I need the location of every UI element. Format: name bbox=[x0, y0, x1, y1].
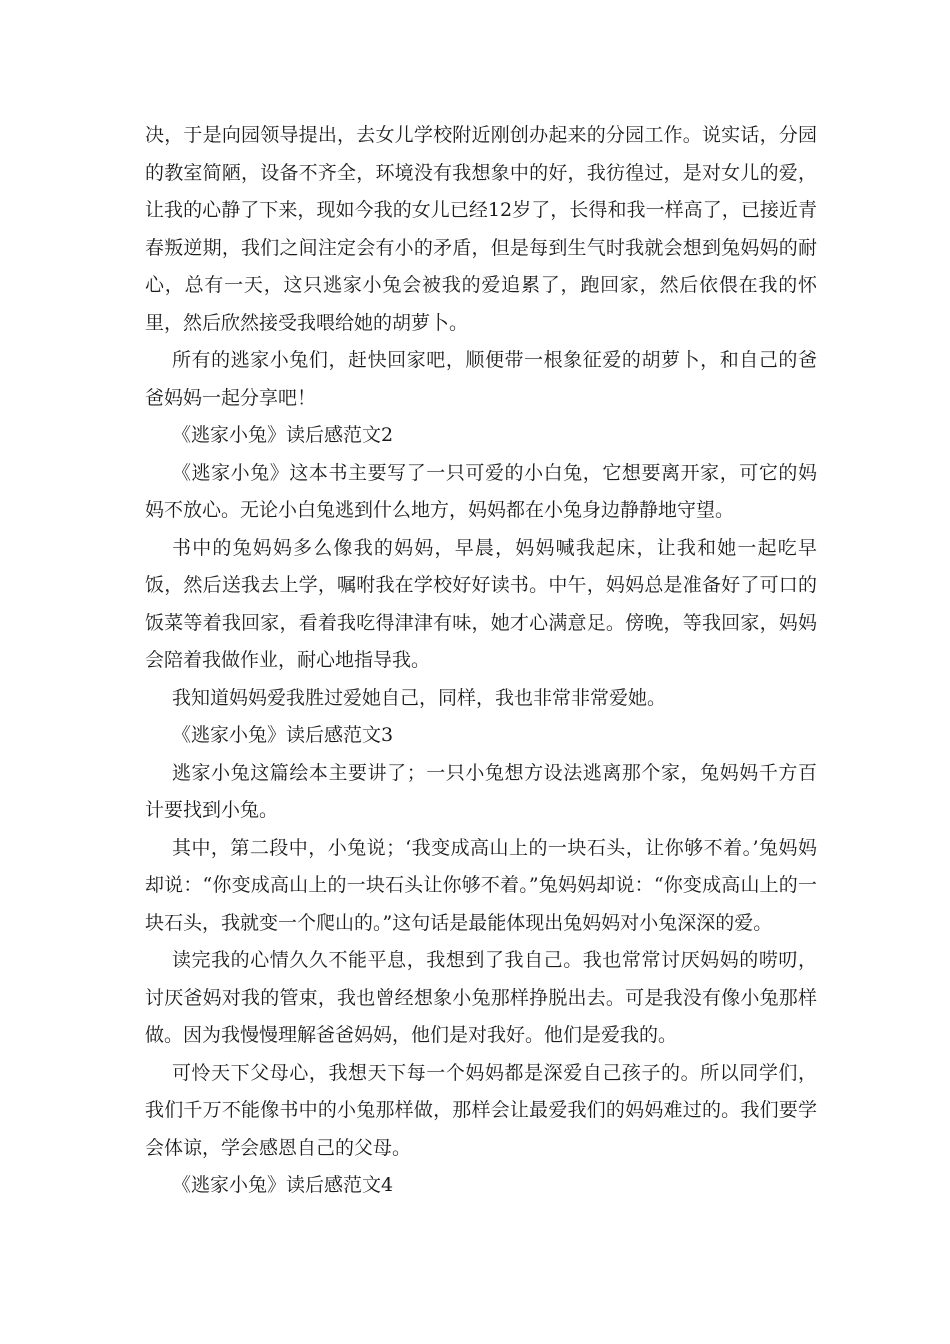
paragraph-continued: 决，于是向园领导提出，去女儿学校附近刚创办起来的分园工作。说实话，分园的教室简陋，设备不齐全，环境没有我想象中的好，我彷徨过，是对女儿的爱，让我的心静了下来，现如今我的女儿已经12岁了，长得和我一样高了，已接近青春叛逆期，我们之间注定会有小的矛盾，但是每到生气时我就会想到兔妈妈的耐心，总有一天，这只逃家小兔会被我的爱追累了，跑回家，然后依偎在我的怀里，然后欣然接受我喂给她的胡萝卜。 bbox=[145, 124, 817, 334]
section-heading: 《逃家小兔》读后感范文2 bbox=[172, 424, 394, 446]
section-heading: 《逃家小兔》读后感范文4 bbox=[172, 1174, 394, 1196]
paragraph: 其中，第二段中，小兔说；‘我变成高山上的一块石头，让你够不着。’兔妈妈却说：“你变成高山上的一块石头让你够不着。”兔妈妈却说：“你变成高山上的一块石头，我就变一个爬山的。”这句话是最能体现出兔妈妈对小兔深深的爱。 bbox=[145, 836, 817, 934]
paragraph: 书中的兔妈妈多么像我的妈妈，早晨，妈妈喊我起床，让我和她一起吃早饭，然后送我去上学，嘱咐我在学校好好读书。中午，妈妈总是准备好了可口的饭菜等着我回家，看着我吃得津津有味，她才心满意足。傍晚，等我回家，妈妈会陪着我做作业，耐心地指导我。 bbox=[145, 536, 817, 671]
paragraph: 读完我的心情久久不能平息，我想到了我自己。我也常常讨厌妈妈的唠叨，讨厌爸妈对我的管束，我也曾经想象小兔那样挣脱出去。可是我没有像小兔那样做。因为我慢慢理解爸爸妈妈，他们是对我好。他们是爱我的。 bbox=[145, 949, 817, 1046]
paragraph: 可怜天下父母心，我想天下每一个妈妈都是深爱自己孩子的。所以同学们，我们千万不能像书中的小兔那样做，那样会让最爱我们的妈妈难过的。我们要学会体谅，学会感恩自己的父母。 bbox=[145, 1061, 817, 1159]
document-body bbox=[145, 117, 817, 1205]
paragraph: 我知道妈妈爱我胜过爱她自己，同样，我也非常非常爱她。 bbox=[172, 686, 667, 709]
paragraph: 逃家小兔这篇绘本主要讲了；一只小兔想方设法逃离那个家，兔妈妈千方百计要找到小兔。 bbox=[145, 761, 817, 821]
paragraph: 《逃家小兔》这本书主要写了一只可爱的小白兔，它想要离开家，可它的妈妈不放心。无论小白兔逃到什么地方，妈妈都在小兔身边静静地守望。 bbox=[145, 461, 817, 521]
section-heading: 《逃家小兔》读后感范文3 bbox=[172, 724, 394, 746]
paragraph: 所有的逃家小兔们，赶快回家吧，顺便带一根象征爱的胡萝卜，和自己的爸爸妈妈一起分享吧！ bbox=[145, 349, 817, 409]
